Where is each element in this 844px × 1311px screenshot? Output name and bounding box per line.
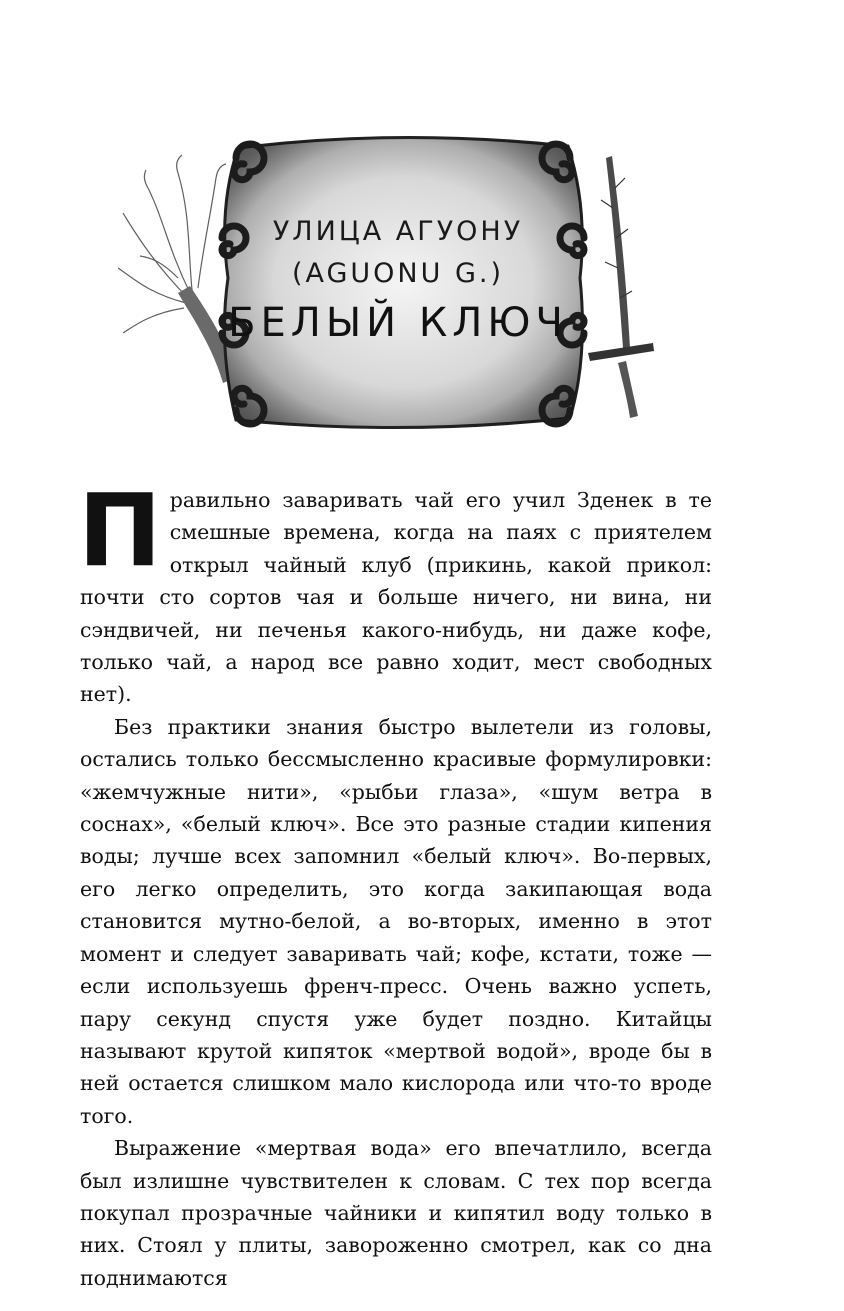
paragraph: [78, 472, 712, 711]
paragraph: Без практики знания быстро вылетели из головы, остались только бессмысленно красивые формулировки: «жемчужные нити», «рыбьи глаза», «шум ветра в соснах», «белый ключ». Все это разные стадии кипения воды; лучше всех запомнил «белый ключ». Во-первых, его легко определить, это когда закипающая вода становится мутно-белой, а во-вторых, именно в этот момент и следует заваривать чай; кофе, кстати, тоже — если используешь френч-пресс. Очень важно успеть, пару секунд спустя уже будет поздно. Китайцы называют крутой кипяток «мертвой водой», вроде бы в ней остается слишком мало кислорода или что-то вроде того.: [80, 714, 712, 1128]
chapter-body: [78, 472, 712, 1294]
chapter-heading: [118, 118, 678, 438]
paragraph-text: равильно заваривать чай его учил Зденек в те смешные времена, когда на паях с приятелем открыл чайный клуб (прикинь, какой прикол: почти сто сортов чая и больше ничего, ни вина, ни сэндвичей, ни печенья какого-нибудь, ни даже кофе, только чай, а народ все равно ходит, мест свободных нет).: [80, 488, 712, 707]
street-name-latin: (AGUONU G.): [291, 258, 505, 289]
drop-cap: П: [78, 472, 162, 589]
paragraph: Выражение «мертвая вода» его впечатлило, всегда был излишне чувствителен к словам. С тех пор всегда покупал прозрачные чайники и кипятил воду только в них. Стоял у плиты, завороженно смотрел, как со дна поднимаются: [80, 1136, 712, 1290]
chapter-banner: [118, 118, 678, 438]
chapter-title: БЕЛЫЙ КЛЮЧ: [228, 300, 568, 346]
street-name: УЛИЦА АГУОНУ: [272, 216, 524, 247]
